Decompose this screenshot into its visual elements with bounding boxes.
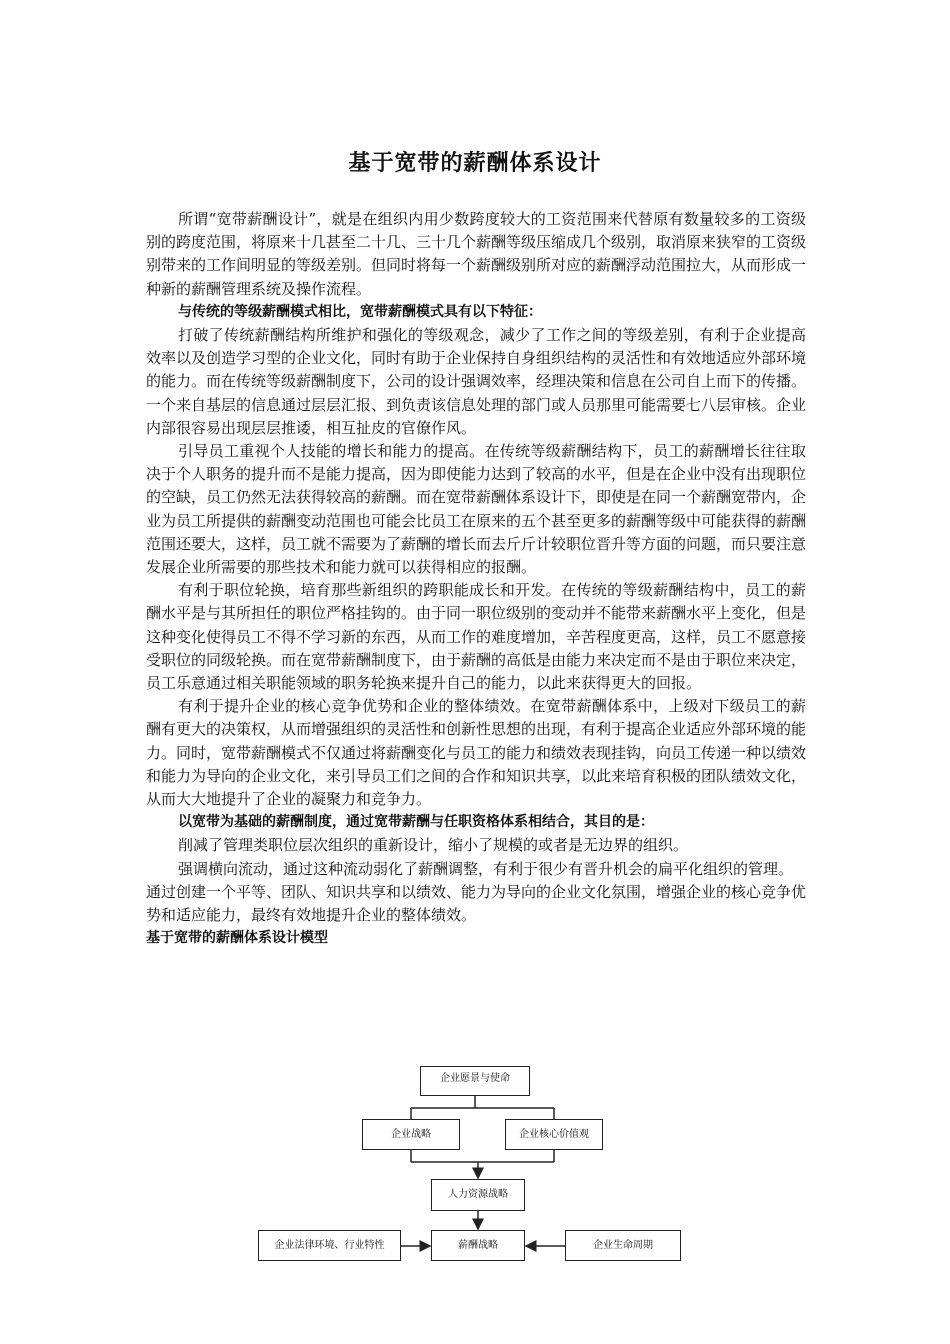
document-title: 基于宽带的薪酬体系设计: [348, 151, 602, 176]
box-values: [505, 1119, 603, 1150]
section-heading: 以宽带为基础的薪酬制度，通过宽带薪酬与任职资格体系相结合，其目的是：: [178, 814, 654, 831]
box-vision-label: 企业愿景与使命: [440, 1073, 510, 1084]
section-heading: 与传统的等级薪酬模式相比，宽带薪酬模式具有以下特征：: [178, 303, 542, 320]
salary-design-model-diagram: [254, 1062, 686, 1274]
body-paragraph: 引导员工重视个人技能的增长和能力的提高。在传统等级薪酬结构下，员工的薪酬增长往往取决于个人职务的提升而不是能力提高，因为即使能力达到了较高的水平，但是在企业中没有出现职位的空缺，员工仍然无法获得较高的薪酬。而在宽带薪酬体系设计下，即使是在同一个薪酬宽带内，企业为员工所提供的薪酬变动范围也可能会比员工在原来的五个甚至更多的薪酬等级中可能获得的薪酬范围还要大，这样，员工就不需要为了薪酬的增长而去斤斤计较职位晋升等方面的问题，而只要注意发展企业所需要的那些技术和能力就可以获得相应的报酬。: [146, 442, 807, 577]
body-paragraph: 强调横向流动，通过这种流动弱化了薪酬调整，有利于很少有晋升机会的扁平化组织的管理。: [178, 859, 794, 878]
body-paragraph: 通过创建一个平等、团队、知识共享和以绩效、能力为导向的企业文化氛围，增强企业的核心竞争优势和适应能力，最终有效地提升企业的整体绩效。: [146, 882, 807, 925]
box-lifecycle: [565, 1230, 681, 1261]
box-strategy: [362, 1119, 460, 1150]
body-paragraph: 有利于职位轮换，培育那些新组织的跨职能成长和开发。在传统的等级薪酬结构中，员工的薪酬水平是与其所担任的职位严格挂钩的。由于同一职位级别的变动并不能带来薪酬水平上变化，但是这种变化使得员工不得不学习新的东西，从而工作的难度增加，辛苦程度更高，这样，员工不愿意接受职位的同级轮换。而在宽带薪酬制度下，由于薪酬的高低是由能力来决定而不是由于职位来决定，员工乐意通过相关职能领域的职务轮换来提升自己的能力，以此来获得更大的回报。: [146, 581, 807, 693]
box-comp-label: 薪酬战略: [458, 1239, 498, 1251]
box-vision: [420, 1066, 530, 1096]
document-body: [146, 208, 806, 951]
box-environment: [258, 1230, 401, 1261]
body-paragraph: 有利于提升企业的核心竞争优势和企业的整体绩效。在宽带薪酬体系中，上级对下级员工的薪酬有更大的决策权，从而增强组织的灵活性和创新性思想的出现，有利于提高企业适应外部环境的能力。同时，宽带薪酬模式不仅通过将薪酬变化与员工的能力和绩效表现挂钩，向员工传递一种以绩效和能力为导向的企业文化，来引导员工们之间的合作和知识共享，以此来培育积极的团队绩效文化，从而大大地提升了企业的凝聚力和竞争力。: [146, 697, 807, 809]
box-hr-strategy: [431, 1179, 525, 1211]
box-env-label: 企业法律环境、行业特性: [274, 1239, 385, 1251]
body-paragraph: 削减了管理类职位层次组织的重新设计，缩小了规模的或者是无边界的组织。: [178, 836, 689, 855]
body-paragraph: 所谓“宽带薪酬设计”，就是在组织内用少数跨度较大的工资范围来代替原有数量较多的工资级别的跨度范围，将原来十几甚至二十几、三十几个薪酬等级压缩成几个级别，取消原来狭窄的工资级别带来的工作间明显的等级差别。但同时将每一个薪酬级别所对应的薪酬浮动范围拉大，从而形成一种新的薪酬管理系统及操作流程。: [146, 210, 807, 298]
box-values-label: 企业核心价值观: [519, 1128, 589, 1140]
body-paragraph: 打破了传统薪酬结构所维护和强化的等级观念，减少了工作之间的等级差别，有利于企业提高效率以及创造学习型的企业文化，同时有助于企业保持自身组织结构的灵活性和有效地适应外部环境的能力。而在传统等级薪酬制度下，公司的设计强调效率，经理决策和信息在公司自上而下的传播。一个来自基层的信息通过层层汇报、到负责该信息处理的部门或人员那里可能需要七八层审核。企业内部很容易出现层层推诿，相互扯皮的官僚作风。: [146, 326, 807, 437]
box-compensation-strategy: [431, 1230, 525, 1261]
box-strategy-label: 企业战略: [391, 1128, 431, 1140]
section-heading: 基于宽带的薪酬体系设计模型: [146, 930, 328, 947]
box-life-label: 企业生命周期: [593, 1239, 653, 1251]
box-hr-label: 人力资源战略: [448, 1189, 508, 1200]
